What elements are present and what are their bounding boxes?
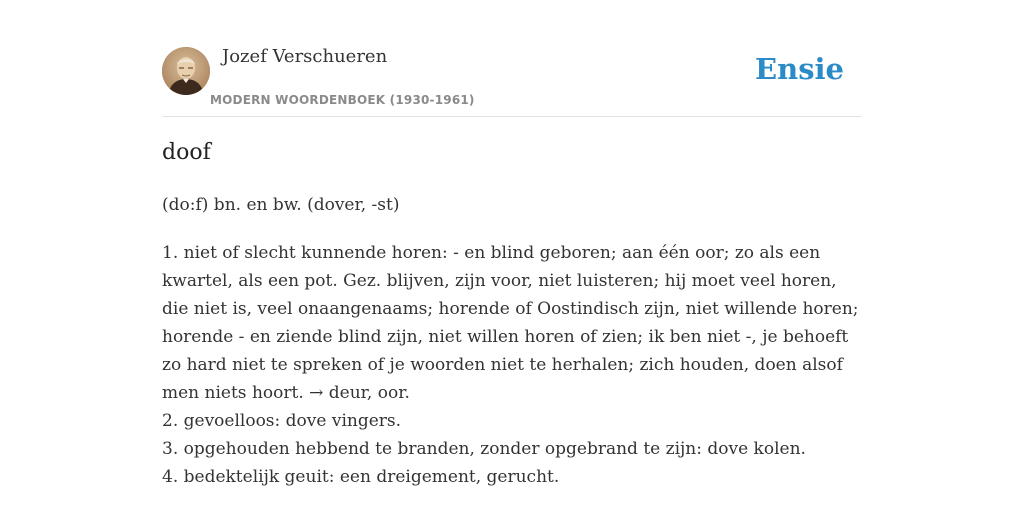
definition-line: zo hard niet te spreken of je woorden niet te herhalen; zich houden, doen alsof xyxy=(162,355,843,375)
header xyxy=(162,40,862,117)
definition-line: 2. gevoelloos: dove vingers. xyxy=(162,411,402,431)
definition-line: 1. niet of slecht kunnende horen: - en blind geboren; aan één oor; zo als een xyxy=(162,243,821,263)
entry-definition xyxy=(162,239,882,491)
definition-line: kwartel, als een pot. Gez. blijven, zijn voor, niet luisteren; hij moet veel horen, xyxy=(162,271,837,291)
definition-line: 3. opgehouden hebbend te branden, zonder opgebrand te zijn: dove kolen. xyxy=(162,439,806,459)
portrait-icon xyxy=(162,47,210,95)
ensie-logo[interactable]: Ensie xyxy=(755,52,844,86)
definition-line: die niet is, veel onaangenaams; horende of Oostindisch zijn, niet willende horen; xyxy=(162,299,859,319)
author-name[interactable]: Jozef Verschueren xyxy=(222,46,388,67)
author-avatar[interactable] xyxy=(162,47,210,95)
definition-line: men niets hoort. → deur, oor. xyxy=(162,383,410,403)
entry-pronunciation: (do:f) bn. en bw. (dover, -st) xyxy=(162,195,400,215)
definition-line: horende - en ziende blind zijn, niet willen horen of zien; ik ben niet -, je behoeft xyxy=(162,327,849,347)
dictionary-source[interactable]: MODERN WOORDENBOEK (1930-1961) xyxy=(210,93,475,107)
entry-term: doof xyxy=(162,140,211,165)
definition-line: 4. bedektelijk geuit: een dreigement, gerucht. xyxy=(162,467,560,487)
